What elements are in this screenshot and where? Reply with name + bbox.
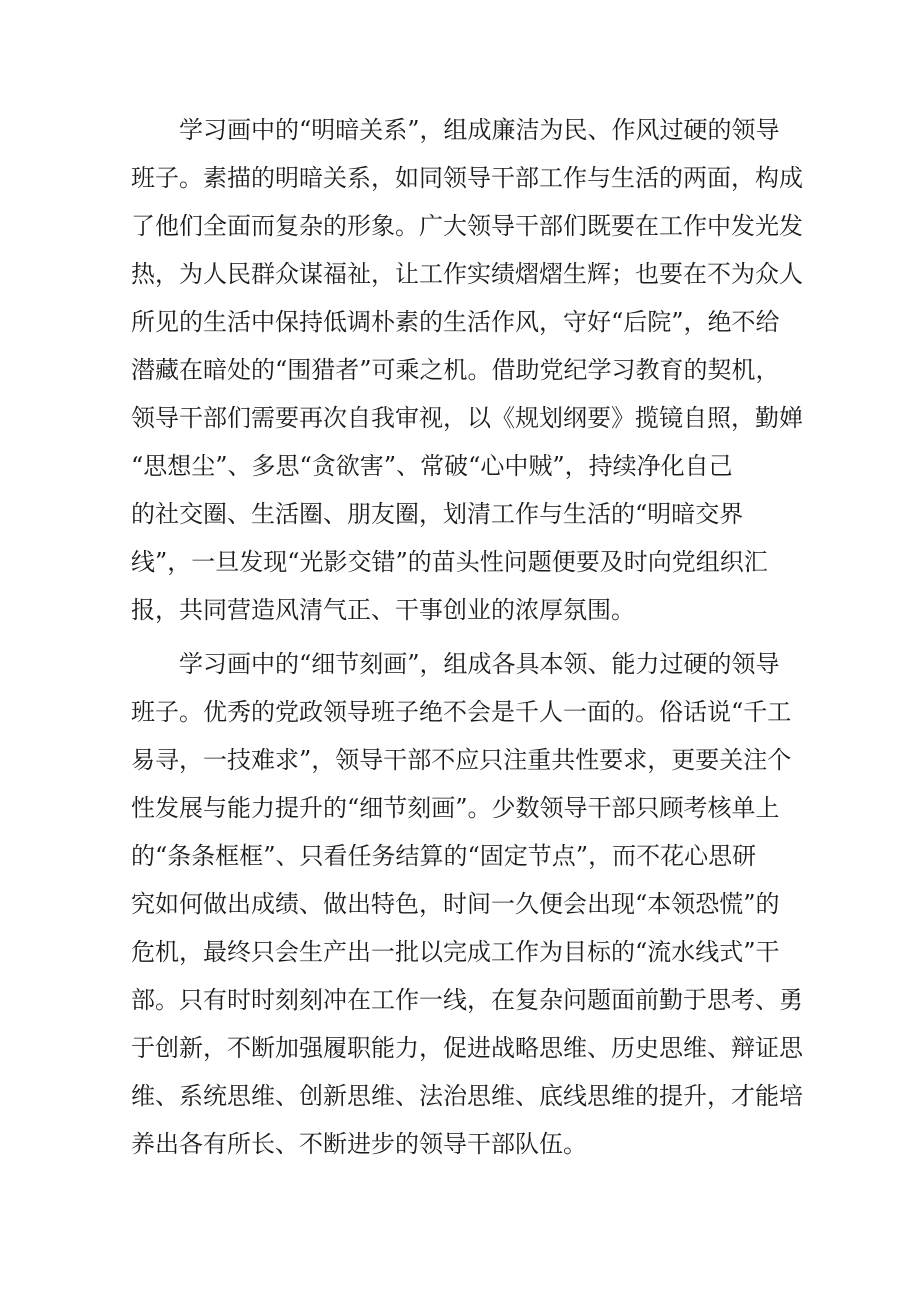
paragraph-line: 线”，一旦发现“光影交错”的苗头性问题便要及时向党组织汇	[131, 548, 768, 576]
paragraph-line: 所见的生活中保持低调朴素的生活作风，守好“后院”，绝不给	[131, 308, 780, 336]
paragraph-line: 领导干部们需要再次自我审视，以《规划纲要》揽镜自照，勤婵	[131, 404, 803, 432]
paragraph-line: 了他们全面而复杂的形象。广大领导干部们既要在工作中发光发	[131, 212, 803, 240]
paragraph-line: 的“条条框框”、只看任务结算的“固定节点”，而不花心思研	[131, 842, 757, 870]
paragraph-line: 危机，最终只会生产出一批以完成工作为目标的“流水线式”干	[131, 938, 780, 966]
paragraph-line: 班子。优秀的党政领导班子绝不会是千人一面的。俗话说“千工	[131, 698, 792, 726]
paragraph-line: “思想尘”、多思“贪欲害”、常破“心中贼”，持续净化自己	[131, 452, 733, 480]
paragraph-line: 部。只有时时刻刻冲在工作一线，在复杂问题面前勤于思考、勇	[131, 986, 803, 1014]
paragraph-line: 性发展与能力提升的“细节刻画”。少数领导干部只顾考核单上	[131, 794, 780, 822]
paragraph-line: 养出各有所长、不断进步的领导干部队伍。	[131, 1130, 587, 1158]
paragraph-line: 学习画中的“细节刻画”，组成各具本领、能力过硬的领导	[179, 650, 780, 678]
paragraph-line: 报，共同营造风清气正、干事创业的浓厚氛围。	[131, 596, 635, 624]
paragraph-line: 易寻，一技难求”，领导干部不应只注重共性要求，更要关注个	[131, 746, 792, 774]
paragraph-line: 学习画中的“明暗关系”，组成廉洁为民、作风过硬的领导	[179, 116, 780, 144]
paragraph-line: 究如何做出成绩、做出特色，时间一久便会出现“本领恐慌”的	[131, 890, 780, 918]
paragraph-line: 的社交圈、生活圈、朋友圈，划清工作与生活的“明暗交界	[131, 500, 744, 528]
paragraph-line: 维、系统思维、创新思维、法治思维、底线思维的提升，才能培	[131, 1082, 803, 1110]
paragraph-line: 热，为人民群众谋福祉，让工作实绩熠熠生辉；也要在不为众人	[131, 260, 803, 288]
paragraph-line: 潜藏在暗处的“围猎者”可乘之机。借助党纪学习教育的契机，	[131, 356, 780, 384]
paragraph-line: 于创新，不断加强履职能力，促进战略思维、历史思维、辩证思	[131, 1034, 803, 1062]
paragraph-line: 班子。素描的明暗关系，如同领导干部工作与生活的两面，构成	[131, 164, 803, 192]
